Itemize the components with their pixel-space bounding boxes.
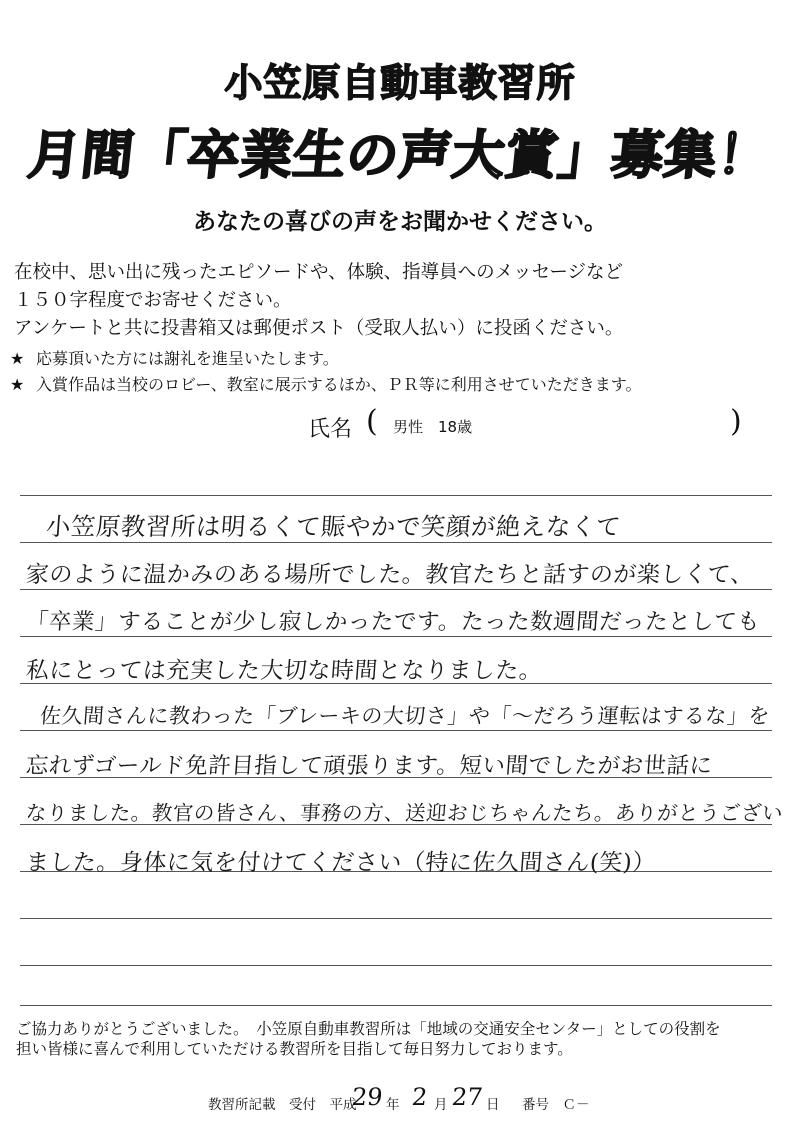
message-line: 小笠原教習所は明るくて賑やかで笑顔が絶えなくて: [44, 512, 622, 541]
day-unit: 日: [486, 1097, 500, 1113]
month-unit: 月: [434, 1097, 448, 1113]
note-text: 入賞作品は当校のロビー、教室に展示するほか、ＰＲ等に利用させていただきます。: [36, 375, 642, 394]
number-label: 番号 Ｃ－: [522, 1097, 590, 1113]
receipt-day: 27: [450, 1083, 485, 1111]
message-line: 私にとっては充実した大切な時間となりました。: [24, 658, 544, 684]
ruled-line: [20, 495, 772, 496]
star-icon: ★: [10, 375, 25, 394]
year-unit: 年: [386, 1097, 400, 1113]
message-line: ました。身体に気を付けてください（特に佐久間さん(笑)）: [24, 850, 657, 876]
note-item: [10, 372, 641, 395]
ruled-line: [20, 636, 772, 637]
receipt-month: 2: [410, 1083, 429, 1111]
instruction-line: １５０字程度でお寄せください。: [14, 290, 292, 311]
ruled-line: [20, 965, 772, 966]
note-item: [10, 346, 339, 369]
name-close-paren: ): [730, 404, 742, 439]
message-line: 忘れずゴールド免許目指して頑張ります。短い間でしたがお世話に: [24, 753, 714, 779]
subtitle: あなたの喜びの声をお聞かせください。: [193, 209, 607, 235]
instruction-line: アンケートと共に投書箱又は郵便ポスト（受取人払い）に投函ください。: [14, 318, 624, 339]
name-open-paren: (: [366, 404, 378, 439]
school-name: 小笠原自動車教習所: [224, 61, 576, 105]
message-line: なりました。教官の皆さん、事務の方、送迎おじちゃんたち。ありがとうござい: [25, 801, 784, 825]
name-field: [0, 404, 800, 444]
instruction-line: 在校中、思い出に残ったエピソードや、体験、指導員へのメッセージなど: [14, 262, 624, 283]
footer-line: ご協力ありがとうございました。 小笠原自動車教習所は「地域の交通安全センター」としての役割を: [16, 1020, 721, 1038]
office-label: 教習所記載 受付 平成: [208, 1097, 357, 1113]
message-line: 「卒業」することが少し寂しかったです。たった数週間だったとしても: [24, 609, 761, 635]
receipt-year: 29: [350, 1083, 385, 1111]
ruled-line: [20, 730, 772, 731]
campaign-title: 月間「卒業生の声大賞」募集！: [25, 126, 774, 186]
footer-line: 担い皆様に喜んで利用していただける教習所を目指して毎日努力しております。: [16, 1040, 573, 1058]
message-line: 家のように温かみのある場所でした。教官たちと話すのが楽しくて、: [24, 562, 755, 588]
name-value: 男性 18歳: [393, 418, 473, 436]
ruled-line: [20, 589, 772, 590]
name-label: 氏名: [308, 417, 353, 442]
note-text: 応募頂いた方には謝礼を進呈いたします。: [36, 349, 339, 368]
ruled-line: [20, 918, 772, 919]
star-icon: ★: [10, 349, 25, 368]
ruled-line: [20, 1005, 772, 1006]
message-line: 佐久間さんに教わった「ブレーキの大切さ」や「～だろう運転はするな」を: [39, 704, 771, 728]
